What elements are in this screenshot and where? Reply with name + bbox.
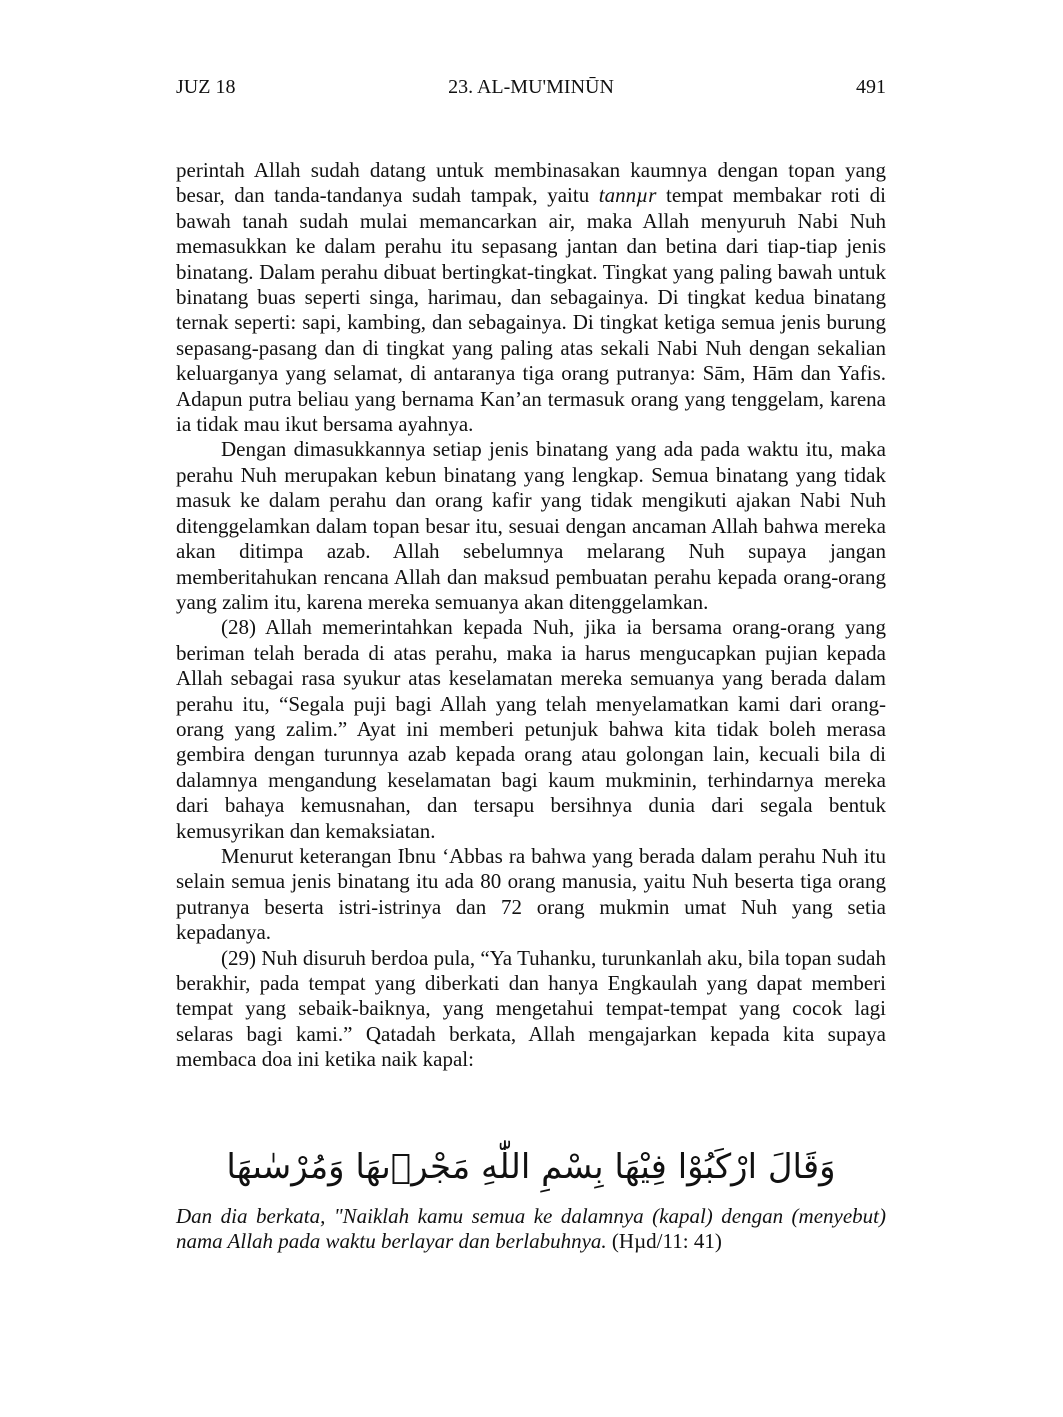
paragraph-5: (29) Nuh disuruh berdoa pula, “Ya Tuhanku, turunkanlah aku, bila topan sudah berakhir, pada tempat yang diberkati dan hanya Engkaulah yang dapat memberi tempat yang sebaik-baiknya, yang mengetahui tempat-tempat yang cocok lagi selaras bagi kami.” Qatadah berkata, Allah mengajarkan kepada kita supaya membaca doa ini ketika naik kapal: xyxy=(176,945,886,1072)
translation-text: Dan dia berkata, "Naiklah kamu semua ke dalamnya (kapal) dengan (menyebut) nama Allah pada waktu berlayar dan berlabuhnya. xyxy=(176,1204,886,1254)
verse-reference: (Hµd/11: 41) xyxy=(606,1229,722,1254)
surah-title: 23. AL-MU'MINŪN xyxy=(448,76,614,98)
paragraph-1-pre: perintah Allah sudah datang untuk membinasakan kaumnya dengan topan yang besar, dan tanda-tandanya sudah tampak, yaitu xyxy=(176,158,886,208)
paragraph-1-term: tannµr xyxy=(598,183,657,208)
page-number: 491 xyxy=(856,76,886,98)
verse-translation xyxy=(176,1204,886,1255)
paragraph-4: Menurut keterangan Ibnu ‘Abbas ra bahwa yang berada dalam perahu Nuh itu selain semua jenis binatang itu ada 80 orang manusia, yaitu Nuh beserta tiga orang putranya beserta istri-istrinya dan 72 orang mukmin umat Nuh yang setia kepadanya. xyxy=(176,843,886,945)
page-header xyxy=(176,76,886,106)
paragraph-1-post: tempat membakar roti di bawah tanah sudah mulai memancarkan air, maka Allah menyuruh Nabi Nuh memasukkan ke dalam perahu itu sepasang jantan dan betina dari tiap-tiap jenis binatang. Dalam perahu dibuat bertingkat-tingkat. Tingkat yang paling bawah untuk binatang buas seperti singa, harimau, dan sebagainya. Di tingkat kedua binatang ternak seperti: sapi, kambing, dan sebagainya. Di tingkat ketiga semua jenis burung sepasang-pasang dan di tingkat yang paling atas sekali Nabi Nuh dengan sekalian keluarganya yang selamat, di antaranya tiga orang putranya: Sām, Hām dan Yafis. Adapun putra beliau yang bernama Kan’an termasuk orang yang tenggelam, karena ia tidak mau ikut bersama ayahnya. xyxy=(176,183,886,437)
paragraph-1 xyxy=(176,158,886,437)
juz-label: JUZ 18 xyxy=(176,76,236,98)
paragraph-2: Dengan dimasukkannya setiap jenis binatang yang ada pada waktu itu, maka perahu Nuh merupakan kebun binatang yang lengkap. Semua binatang yang tidak masuk ke dalam perahu dan orang kafir yang tidak mengikuti ajakan Nabi Nuh ditenggelamkan dalam topan besar itu, sesuai dengan ancaman Allah bahwa mereka akan ditimpa azab. Allah sebelumnya melarang Nuh supaya jangan memberitahukan rencana Allah dan maksud pembuatan perahu kepada orang-orang yang zalim itu, karena mereka semuanya akan ditenggelamkan. xyxy=(176,437,886,614)
arabic-verse: وَقَالَ ارْكَبُوْا فِيْهَا بِسْمِ اللّٰهِ مَجْرٖىهَا وَمُرْسٰىهَا xyxy=(226,1147,836,1187)
paragraph-3: (28) Allah memerintahkan kepada Nuh, jika ia bersama orang-orang yang beriman telah berada di atas perahu, maka ia harus mengucapkan pujian kepada Allah sebagai rasa syukur atas keselamatan mereka semuanya yang berada dalam perahu itu, “Segala puji bagi Allah yang telah menyelamatkan kami dari orang-orang yang zalim.” Ayat ini memberi petunjuk bahwa kita tidak boleh merasa gembira dengan turunnya azab kepada orang atau golongan lain, kecuali bila di dalamnya mengandung keselamatan bagi kaum mukminin, terhindarnya mereka dari bahaya kemusnahan, dan tersapu bersihnya dunia dari segala bentuk kemusyrikan dan kemaksiatan. xyxy=(176,615,886,843)
commentary-text xyxy=(176,158,886,1073)
